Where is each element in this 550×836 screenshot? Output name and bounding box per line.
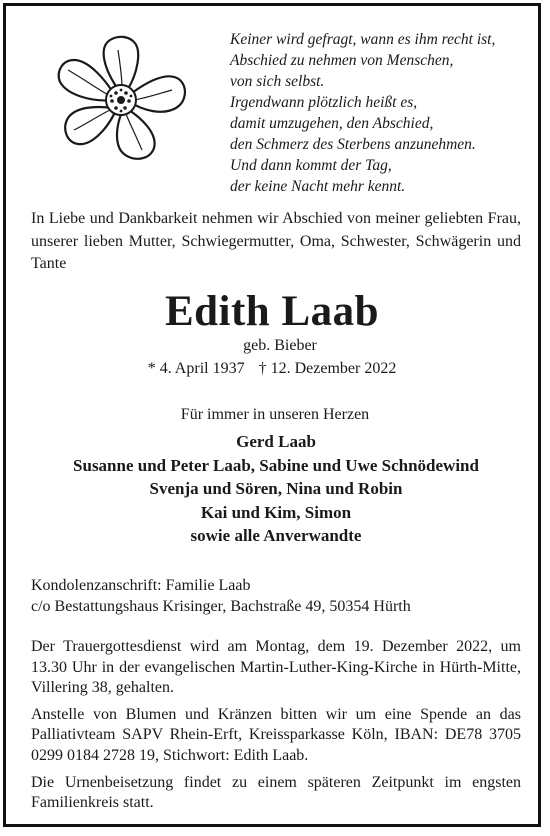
- poem-line: von sich selbst.: [230, 73, 325, 90]
- death-date: † 12. Dezember 2022: [258, 360, 397, 377]
- mourner-line: Gerd Laab: [236, 432, 316, 451]
- poem-line: damit umzugehen, den Abschied,: [230, 115, 434, 132]
- birth-date: * 4. April 1937: [147, 360, 245, 377]
- condolence-address: [31, 575, 521, 617]
- donation-paragraph: Anstelle von Blumen und Kränzen bitten wir um eine Spende an das Palliativteam SAPV Rhein-Erft, Kreissparkasse Köln, IBAN: DE78 3705 0299 0184 2728 19, Stichwort: Edith Laab.: [31, 705, 521, 764]
- poem: [230, 29, 495, 197]
- maiden-name: geb. Bieber: [243, 337, 317, 354]
- burial-paragraph: Die Urnenbeisetzung findet zu einem späteren Zeitpunkt im engsten Familienkreis statt.: [31, 773, 521, 812]
- mourner-line: Kai und Kim, Simon: [200, 502, 352, 522]
- condolence-line: Kondolenzanschrift: Familie Laab: [31, 577, 251, 594]
- poem-line: Abschied zu nehmen von Menschen,: [230, 52, 454, 69]
- mourners-intro: Für immer in unseren Herzen: [180, 406, 370, 423]
- service-info: [31, 637, 521, 820]
- poem-line: Keiner wird gefragt, wann es ihm recht ist,: [230, 31, 496, 48]
- intro-text: In Liebe und Dankbarkeit nehmen wir Abschied von meiner geliebten Frau, unserer lieben Mutter, Schwiegermutter, Oma, Schwester, Schwägerin und Tante: [31, 210, 521, 272]
- service-paragraph: Der Trauergottesdienst wird am Montag, dem 19. Dezember 2022, um 13.30 Uhr in der evangelischen Martin-Luther-King-Kirche in Hürth-Mitte, Villering 38, gehalten.: [31, 638, 521, 697]
- condolence-line: c/o Bestattungshaus Krisinger, Bachstraße 49, 50354 Hürth: [31, 598, 411, 615]
- poem-line: der keine Nacht mehr kennt.: [230, 178, 406, 195]
- poem-line: den Schmerz des Sterbens anzunehmen.: [230, 136, 476, 153]
- mourner-line: Susanne und Peter Laab, Sabine und Uwe Schnödewind: [73, 455, 479, 475]
- deceased-name: Edith Laab: [164, 288, 380, 335]
- mourners-list: [0, 430, 550, 548]
- poem-line: Und dann kommt der Tag,: [230, 157, 392, 174]
- life-dates: [0, 359, 544, 379]
- mourner-line: sowie alle Anverwandte: [190, 526, 362, 546]
- poem-line: Irgendwann plötzlich heißt es,: [230, 94, 418, 111]
- flower-icon: [46, 30, 194, 170]
- mourner-line: Svenja und Sören, Nina und Robin: [149, 479, 403, 499]
